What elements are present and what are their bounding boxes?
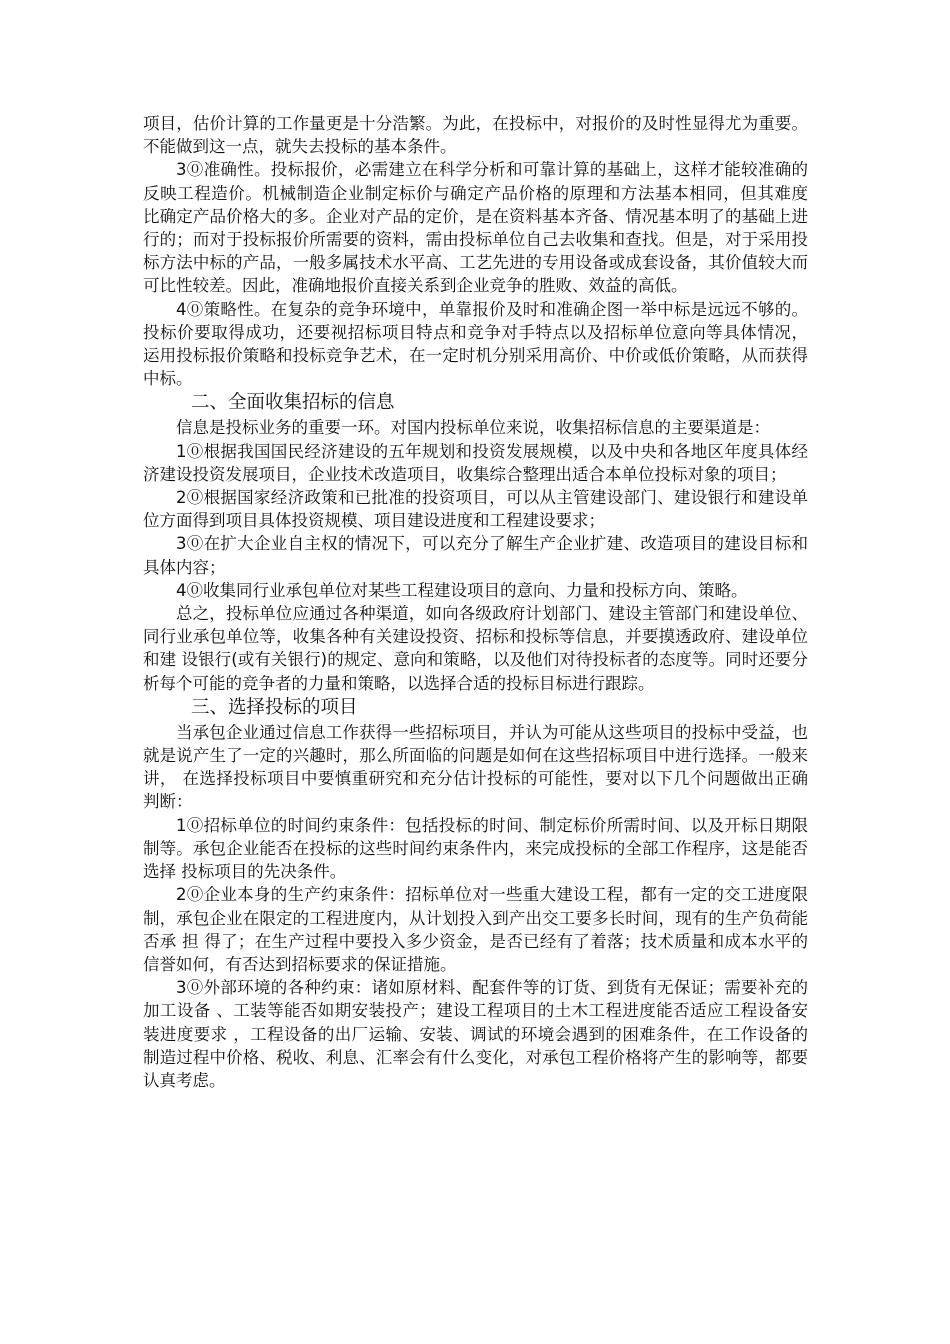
paragraph: 1⓪招标单位的时间约束条件：包括投标的时间、制定标价所需时间、以及开标日期限制等。承包企业能否在投标的这些时间约束条件内，来完成投标的全部工作程序，这是能否选择 投标项目的先决条件。 [143,815,808,882]
section-heading: 二、全面收集招标的信息 [191,392,395,414]
paragraph: 4⓪策略性。在复杂的竞争环境中，单靠报价及时和准确企图一举中标是远远不够的。投标价要取得成功，还要视招标项目特点和竞争对手特点以及招标单位意向等具体情况， 运用投标报价策略和投标竞争艺术，在一定时机分别采用高价、中价或低价策略，从而获得中标。 [143,299,808,389]
paragraph: 4⓪收集同行业承包单位对某些工程建设项目的意向、力量和投标方向、策略。 [176,580,748,600]
paragraph: 2⓪企业本身的生产约束条件：招标单位对一些重大建设工程，都有一定的交工进度限制，承包企业在限定的工程进度内，从计划投入到产出交工要多长时间，现有的生产负荷能否承 担 得了；在生产过程中要投入多少资金，是否已经有了着落；技术质量和成本水平的信誉如何，有否达到招标要求的保证措施。 [143,885,808,974]
paragraph: 信息是投标业务的重要一环。对国内投标单位来说，收集招标信息的主要渠道是： [176,418,770,438]
paragraph: 1⓪根据我国国民经济建设的五年规划和投资发展规模，以及中央和各地区年度具体经济建设投资发展项目，企业技术改造项目，收集综合整理出适合本单位投标对象的项目； [143,441,808,484]
section-heading: 三、选择投标的项目 [191,696,358,718]
paragraph: 项目，估价计算的工作量更是十分浩繁。为此，在投标中，对报价的及时性显得尤为重要。不能做到这一点，就失去投标的基本条件。 [143,114,808,157]
paragraph: 当承包企业通过信息工作获得一些招标项目，并认为可能从这些项目的投标中受益，也就是说产生了一定的兴趣时，那么所面临的问题是如何在这些招标项目中进行选择。一般来讲， 在选择投标项目中要慎重研究和充分估计投标的可能性，要对以下几个问题做出正确判断： [143,722,808,812]
paragraph: 3⓪准确性。投标报价，必需建立在科学分析和可靠计算的基础上，这样才能较准确的反映工程造价。机械制造企业制定标价与确定产品价格的原理和方法基本相同，但其难度 比确定产品价格大的多。企业对产品的定价，是在资料基本齐备、情况基本明了的基础上进行的；而对于投标报价所需要的资料，需由投标单位自己去收集和查找。但是，对于采用投 标方法中标的产品，一般多属技术水平高、工艺先进的专用设备或成套设备，其价值较大而可比性较差。因此，准确地报价直接关系到企业竞争的胜败、效益的高低。 [143,160,808,296]
paragraph: 3⓪在扩大企业自主权的情况下，可以充分了解生产企业扩建、改造项目的建设目标和具体内容； [143,534,808,577]
paragraph: 2⓪根据国家经济政策和已批准的投资项目，可以从主管建设部门、建设银行和建设单位方面得到项目具体投资规模、项目建设进度和工程建设要求； [143,488,808,531]
paragraph: 3⓪外部环境的各种约束：诸如原材料、配套件等的订货、到货有无保证；需要补充的加工设备 、工装等能否如期安装投产；建设工程项目的土木工程进度能否适应工程设备安装进度要求 ，工程设备的出厂运输、安装、调试的环境会遇到的困难条件，在工作设备的制造过程中价格、税收、利息、汇率会有什么变化，对承包工程价格将产生的影响等，都要认真考虑。 [143,978,808,1090]
paragraph: 总之，投标单位应通过各种渠道，如向各级政府计划部门、建设主管部门和建设单位、同行业承包单位等，收集各种有关建设投资、招标和投标等信息，并要摸透政府、建设单位和建 设银行(或有关银行)的规定、意向和策略，以及他们对待投标者的态度等。同时还要分析每个可能的竞争者的力量和策略，以选择合适的投标目标进行跟踪。 [143,604,808,693]
document-page [143,112,808,1092]
